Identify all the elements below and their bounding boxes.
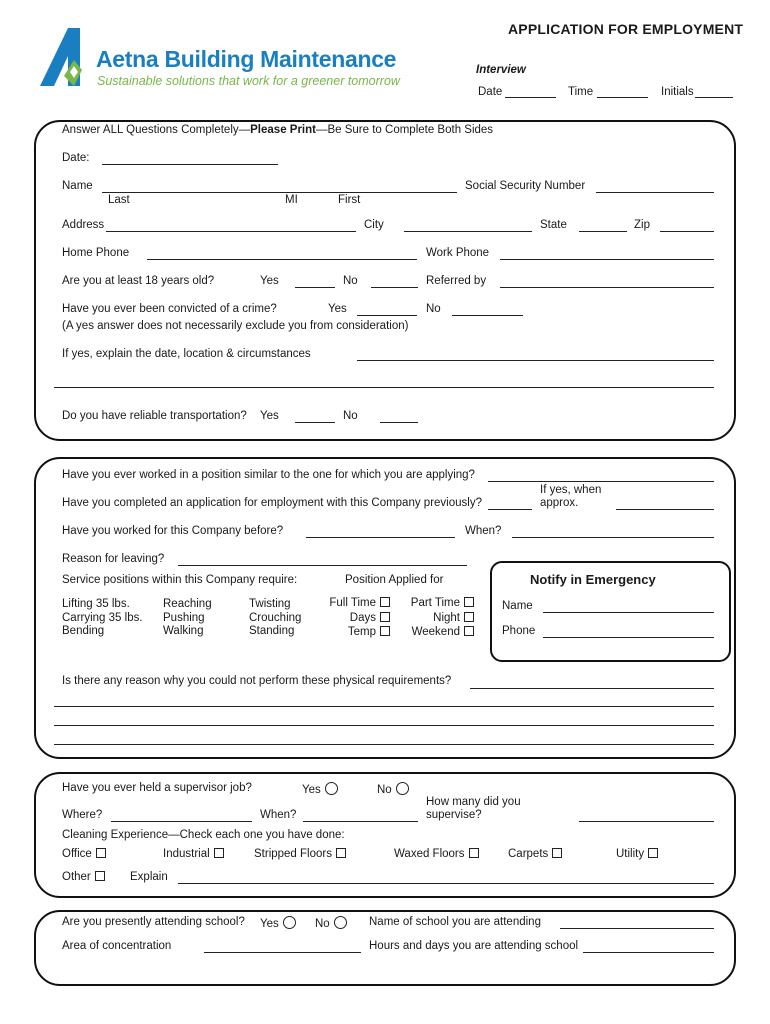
- cleaning-option-utility[interactable]: [616, 848, 658, 860]
- supervisor-where-label: Where?: [62, 809, 103, 821]
- position-option-label: Days: [349, 611, 376, 624]
- checkbox-icon[interactable]: [464, 612, 474, 622]
- state-field[interactable]: [579, 231, 627, 232]
- how-many-label: [426, 796, 521, 822]
- cleaning-option-office[interactable]: [62, 848, 106, 860]
- work-phone-field[interactable]: [500, 259, 714, 260]
- cleaning-option-carpets[interactable]: [508, 848, 562, 860]
- radio-icon[interactable]: [283, 916, 296, 929]
- position-applied-label: Position Applied for: [345, 574, 444, 586]
- interview-time-label: Time: [568, 86, 594, 98]
- brand-tagline: Sustainable solutions that work for a greener tomorrow: [97, 74, 400, 88]
- physical-field-2[interactable]: [54, 706, 714, 707]
- city-label: City: [364, 219, 384, 231]
- school-name-field[interactable]: [560, 928, 714, 929]
- home-phone-field[interactable]: [147, 259, 417, 260]
- interview-date-field[interactable]: [505, 97, 556, 98]
- interview-initials-label: Initials: [661, 86, 694, 98]
- prev-application-question: Have you completed an application for employment with this Company previously?: [62, 497, 482, 509]
- checkbox-icon[interactable]: [648, 848, 658, 858]
- worked-when-field[interactable]: [512, 537, 714, 538]
- crime-no-label: No: [426, 303, 441, 315]
- physical-field-3[interactable]: [54, 725, 714, 726]
- concentration-field[interactable]: [204, 952, 361, 953]
- positions-col-2: [394, 596, 474, 640]
- interview-time-field[interactable]: [597, 97, 648, 98]
- cleaning-option-label: Office: [62, 848, 92, 860]
- school-hours-field[interactable]: [583, 952, 714, 953]
- age-no-field[interactable]: [371, 287, 418, 288]
- physical-question: Is there any reason why you could not perform these physical requirements?: [62, 675, 452, 687]
- city-field[interactable]: [404, 231, 532, 232]
- zip-label: Zip: [634, 219, 650, 231]
- interview-label: Interview: [476, 64, 526, 76]
- school-yes-option[interactable]: [260, 916, 296, 930]
- how-many-line-1: How many did you: [426, 796, 521, 808]
- position-option-label: Part Time: [410, 597, 460, 609]
- age-yes-label: Yes: [260, 275, 279, 287]
- name-field[interactable]: [102, 192, 457, 193]
- age-yes-field[interactable]: [295, 287, 335, 288]
- school-hours-label: Hours and days you are attending school: [369, 940, 579, 952]
- explain-other-field[interactable]: [178, 883, 714, 884]
- transport-yes-label: Yes: [260, 410, 279, 422]
- cleaning-option-label: Utility: [616, 848, 645, 860]
- concentration-label: Area of concentration: [62, 940, 172, 952]
- explain-field-1[interactable]: [357, 360, 714, 361]
- position-option-part-time[interactable]: [394, 596, 474, 611]
- cleaning-option-label: Carpets: [508, 848, 549, 860]
- transport-question: Do you have reliable transportation?: [62, 410, 247, 422]
- interview-initials-field[interactable]: [695, 97, 733, 98]
- crime-no-field[interactable]: [452, 315, 523, 316]
- referred-field[interactable]: [500, 287, 714, 288]
- supervisor-question: Have you ever held a supervisor job?: [62, 782, 252, 794]
- first-label: First: [338, 194, 361, 206]
- requirements-col-2: [163, 598, 212, 639]
- emergency-phone-label: Phone: [502, 625, 536, 637]
- age-no-label: No: [343, 275, 358, 287]
- home-phone-label: Home Phone: [62, 247, 130, 259]
- crime-yes-field[interactable]: [357, 315, 417, 316]
- transport-no-label: No: [343, 410, 358, 422]
- emergency-name-label: Name: [502, 600, 533, 612]
- crime-yes-label: Yes: [328, 303, 347, 315]
- requirement-item: Crouching: [249, 611, 302, 624]
- emergency-name-field[interactable]: [543, 612, 714, 613]
- radio-icon[interactable]: [325, 782, 338, 795]
- supervisor-yes-option[interactable]: [302, 782, 338, 796]
- reason-leaving-label: Reason for leaving?: [62, 553, 165, 565]
- position-option-label: Weekend: [411, 626, 460, 638]
- similar-position-question: Have you ever worked in a position similar to the one for which you are applying?: [62, 469, 475, 481]
- transport-yes-field[interactable]: [295, 422, 335, 423]
- checkbox-icon[interactable]: [214, 848, 224, 858]
- similar-position-field[interactable]: [488, 481, 714, 482]
- cleaning-option-other[interactable]: [62, 871, 105, 883]
- cleaning-option-label: Other: [62, 871, 91, 883]
- requirement-item: Lifting 35 lbs.: [62, 598, 130, 610]
- crime-question: Have you ever been convicted of a crime?: [62, 303, 277, 315]
- checkbox-icon[interactable]: [464, 597, 474, 607]
- radio-icon[interactable]: [396, 782, 409, 795]
- cleaning-option-label: Stripped Floors: [254, 848, 332, 860]
- crime-note: (A yes answer does not necessarily exclude you from consideration): [62, 320, 409, 332]
- supervisor-when-field[interactable]: [303, 821, 418, 822]
- physical-field-1[interactable]: [470, 688, 714, 689]
- position-option-days[interactable]: [310, 611, 390, 626]
- interview-date-label: Date: [478, 86, 503, 98]
- requirement-item: Reaching: [163, 598, 212, 610]
- ssn-field[interactable]: [596, 192, 714, 193]
- position-option-label: Night: [433, 611, 460, 624]
- position-option-temp[interactable]: [310, 625, 390, 640]
- mi-label: MI: [285, 194, 298, 206]
- prev-application-field[interactable]: [488, 509, 532, 510]
- how-many-line-2: supervise?: [426, 809, 482, 821]
- radio-icon[interactable]: [334, 916, 347, 929]
- school-no-label: No: [315, 918, 330, 930]
- requirement-item: Carrying 35 lbs.: [62, 611, 143, 624]
- emergency-title: Notify in Emergency: [530, 572, 656, 587]
- requirements-col-1: [62, 598, 143, 639]
- cleaning-option-industrial[interactable]: [163, 848, 224, 860]
- requirement-item: Walking: [163, 625, 204, 637]
- requirement-item: Twisting: [249, 598, 291, 610]
- explain-other-label: Explain: [130, 871, 168, 883]
- instructions-post: —Be Sure to Complete Both Sides: [315, 124, 494, 136]
- checkbox-icon[interactable]: [336, 848, 346, 858]
- school-yes-label: Yes: [260, 918, 279, 930]
- instructions-pre: Answer ALL Questions Completely—: [62, 124, 251, 136]
- school-question: Are you presently attending school?: [62, 916, 245, 928]
- cleaning-option-label: Waxed Floors: [394, 848, 465, 860]
- checkbox-icon[interactable]: [95, 871, 105, 881]
- checkbox-icon[interactable]: [464, 626, 474, 636]
- cleaning-option-stripped-floors[interactable]: [254, 848, 346, 860]
- checkbox-icon[interactable]: [96, 848, 106, 858]
- checkbox-icon[interactable]: [552, 848, 562, 858]
- work-phone-label: Work Phone: [426, 247, 490, 259]
- school-name-label: Name of school you are attending: [369, 916, 541, 928]
- referred-label: Referred by: [426, 275, 487, 287]
- requirement-item: Pushing: [163, 611, 205, 624]
- state-label: State: [540, 219, 567, 231]
- supervisor-yes-label: Yes: [302, 784, 321, 796]
- last-label: Last: [108, 194, 130, 206]
- school-no-option[interactable]: [315, 916, 347, 930]
- service-requirements-label: Service positions within this Company require:: [62, 574, 298, 586]
- explain-label: If yes, explain the date, location & circumstances: [62, 348, 311, 360]
- reason-leaving-field[interactable]: [178, 565, 467, 566]
- approx-label: approx.: [540, 497, 579, 509]
- position-option-full-time[interactable]: [310, 596, 390, 611]
- position-option-weekend[interactable]: [394, 625, 474, 640]
- how-many-field[interactable]: [579, 821, 714, 822]
- position-option-label: Full Time: [329, 597, 376, 609]
- prev-application-when-field[interactable]: [616, 509, 714, 510]
- name-label: Name: [62, 180, 93, 192]
- worked-before-field[interactable]: [306, 537, 455, 538]
- form-title: APPLICATION FOR EMPLOYMENT: [508, 21, 744, 37]
- supervisor-no-label: No: [377, 784, 392, 796]
- checkbox-icon[interactable]: [380, 612, 390, 622]
- transport-no-field[interactable]: [380, 422, 418, 423]
- if-yes-when-label: If yes, when: [540, 484, 602, 496]
- supervisor-where-field[interactable]: [111, 821, 252, 822]
- brand-name: Aetna Building Maintenance: [96, 46, 397, 72]
- instructions: [62, 124, 493, 136]
- checkbox-icon[interactable]: [380, 597, 390, 607]
- cleaning-experience-label: Cleaning Experience—Check each one you have done:: [62, 829, 345, 841]
- position-option-night[interactable]: [394, 611, 474, 626]
- address-field[interactable]: [106, 231, 356, 232]
- company-logo-icon: [34, 26, 94, 88]
- age-question: Are you at least 18 years old?: [62, 275, 215, 287]
- ssn-label: Social Security Number: [465, 180, 586, 192]
- worked-when-label: When?: [465, 525, 502, 537]
- address-label: Address: [62, 219, 105, 231]
- requirement-item: Bending: [62, 625, 105, 637]
- physical-field-4[interactable]: [54, 744, 714, 745]
- explain-field-2[interactable]: [54, 387, 714, 388]
- worked-before-question: Have you worked for this Company before?: [62, 525, 284, 537]
- checkbox-icon[interactable]: [469, 848, 479, 858]
- supervisor-when-label: When?: [260, 809, 297, 821]
- positions-col-1: [310, 596, 390, 640]
- checkbox-icon[interactable]: [380, 626, 390, 636]
- position-option-label: Temp: [347, 626, 376, 638]
- supervisor-no-option[interactable]: [377, 782, 409, 796]
- cleaning-option-label: Industrial: [163, 848, 210, 860]
- date-label: Date:: [62, 152, 90, 164]
- requirement-item: Standing: [249, 625, 295, 637]
- date-field[interactable]: [102, 164, 278, 165]
- emergency-phone-field[interactable]: [543, 637, 714, 638]
- instructions-bold: Please Print: [250, 124, 316, 136]
- requirements-col-3: [249, 598, 301, 639]
- zip-field[interactable]: [660, 231, 714, 232]
- cleaning-option-waxed-floors[interactable]: [394, 848, 479, 860]
